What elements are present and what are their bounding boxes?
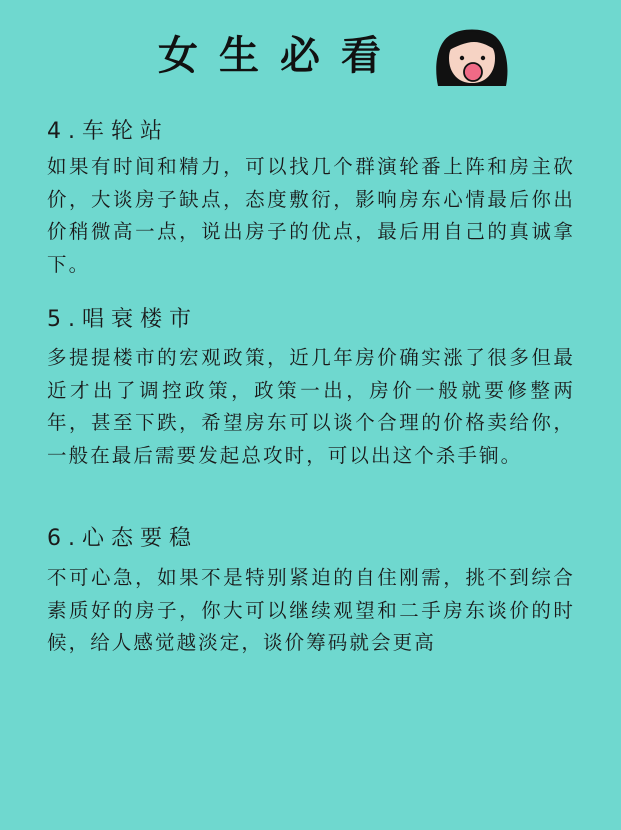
page-title: 女生必看 xyxy=(158,33,402,79)
section-heading-6: 6.心态要稳 xyxy=(47,526,198,551)
section-body-5: 多提提楼市的宏观政策，近几年房价确实涨了很多但最近才出了调控政策，政策一出，房价一般就要修整两年，甚至下跌，希望房东可以谈个合理的价格卖给你，一般在最后需要发起总攻时，可以出这个杀手锏。 xyxy=(47,346,575,467)
section-heading-4: 4.车轮站 xyxy=(47,119,169,144)
header xyxy=(0,28,621,88)
surprised-girl-face-icon xyxy=(432,28,512,88)
section-body-6: 不可心急，如果不是特别紧迫的自住刚需，挑不到综合素质好的房子，你大可以继续观望和二手房东谈价的时候，给人感觉越淡定，谈价筹码就会更高 xyxy=(47,566,575,654)
section-body-4: 如果有时间和精力，可以找几个群演轮番上阵和房主砍价，大谈房子缺点，态度敷衍，影响房东心情最后你出价稍微高一点，说出房子的优点，最后用自己的真诚拿下。 xyxy=(47,155,575,276)
section-heading-5: 5.唱衰楼市 xyxy=(47,307,198,332)
